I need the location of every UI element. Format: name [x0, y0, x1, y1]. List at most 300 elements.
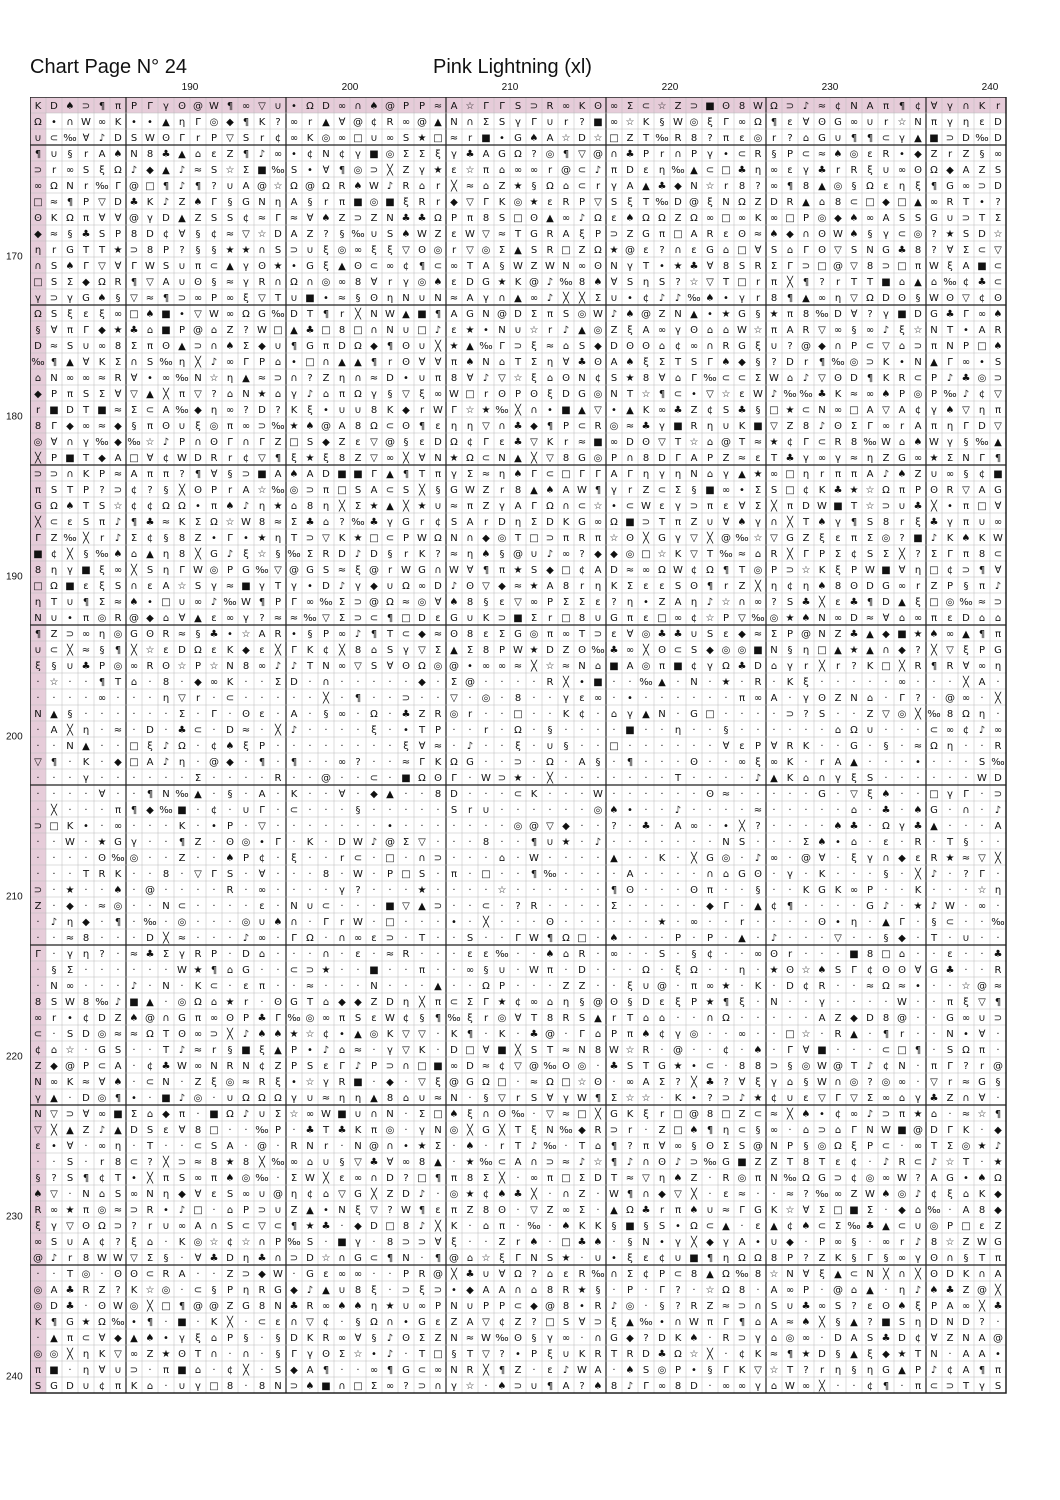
svg-text:Γ: Γ — [499, 341, 505, 352]
svg-text:Ω: Ω — [754, 1253, 762, 1264]
svg-text:∪: ∪ — [322, 1157, 330, 1168]
svg-text:·: · — [180, 1253, 184, 1264]
svg-text:∀: ∀ — [930, 1333, 938, 1344]
svg-text:·: · — [580, 741, 584, 752]
svg-text:▲: ▲ — [802, 197, 810, 208]
svg-text:N: N — [434, 1125, 442, 1136]
svg-text:γ: γ — [627, 261, 633, 272]
svg-text:ε: ε — [947, 613, 953, 624]
svg-text:G: G — [514, 629, 522, 640]
svg-text:·: · — [116, 949, 120, 960]
svg-text:·: · — [980, 693, 984, 704]
svg-text:∪: ∪ — [258, 1109, 266, 1120]
svg-text:§: § — [35, 325, 41, 336]
svg-text:A: A — [162, 405, 170, 416]
svg-text:π: π — [418, 965, 426, 976]
svg-text:╳: ╳ — [194, 357, 202, 368]
svg-text:▽: ▽ — [274, 565, 282, 576]
svg-text:¢: ¢ — [690, 613, 698, 624]
svg-text:♣: ♣ — [289, 1301, 299, 1312]
svg-text:·: · — [164, 965, 168, 976]
svg-text:◆: ◆ — [114, 1333, 122, 1344]
svg-text:♠: ♠ — [225, 853, 235, 864]
svg-text:▲: ▲ — [146, 997, 154, 1008]
svg-text:@: @ — [977, 1285, 987, 1296]
svg-text:Z: Z — [834, 629, 842, 640]
svg-text:·: · — [116, 933, 120, 944]
svg-text:K: K — [578, 1221, 586, 1232]
svg-text:∪: ∪ — [178, 421, 186, 432]
svg-text:P: P — [962, 341, 970, 352]
svg-text:8: 8 — [642, 373, 650, 384]
svg-text:·: · — [164, 917, 168, 928]
svg-text:R: R — [546, 229, 554, 240]
svg-text:·: · — [164, 1317, 168, 1328]
svg-text:▲: ▲ — [386, 789, 394, 800]
svg-text:≈: ≈ — [753, 229, 763, 240]
svg-text:8: 8 — [882, 1013, 890, 1024]
svg-text:Σ: Σ — [66, 277, 74, 288]
svg-text:§: § — [67, 229, 73, 240]
svg-text:⌂: ⌂ — [802, 1125, 810, 1136]
svg-text:Z: Z — [674, 213, 682, 224]
svg-text:·: · — [148, 821, 152, 832]
svg-text:Ω: Ω — [466, 453, 474, 464]
svg-text:•: • — [403, 373, 409, 384]
svg-text:·: · — [660, 741, 664, 752]
svg-text:S: S — [898, 213, 906, 224]
svg-text:ʘ: ʘ — [530, 389, 538, 400]
svg-text:Ω: Ω — [706, 565, 714, 576]
svg-text:T: T — [946, 837, 954, 848]
svg-text:⊂: ⊂ — [913, 1157, 923, 1168]
svg-text:⊃: ⊃ — [129, 1205, 139, 1216]
svg-text:≈: ≈ — [961, 1077, 971, 1088]
svg-text:R: R — [594, 1301, 602, 1312]
svg-text:D: D — [114, 133, 122, 144]
svg-text:ε: ε — [659, 581, 665, 592]
svg-text:¢: ¢ — [738, 1349, 746, 1360]
svg-text:≈: ≈ — [513, 581, 523, 592]
svg-text:Ω: Ω — [194, 997, 202, 1008]
svg-text:π: π — [834, 469, 842, 480]
svg-text:Σ: Σ — [754, 373, 762, 384]
svg-text:□: □ — [513, 709, 523, 720]
svg-text:Σ: Σ — [802, 837, 810, 848]
svg-text:Z: Z — [114, 1013, 122, 1024]
svg-text:♠: ♠ — [721, 357, 731, 368]
svg-text:□: □ — [385, 917, 395, 928]
svg-text:☆: ☆ — [689, 1349, 699, 1360]
svg-text:‰: ‰ — [111, 853, 125, 864]
svg-text:•: • — [323, 405, 329, 416]
svg-text:∪: ∪ — [354, 405, 362, 416]
svg-text:η: η — [898, 181, 906, 192]
svg-text:K: K — [674, 1333, 682, 1344]
svg-text:8: 8 — [466, 597, 474, 608]
svg-text:R: R — [34, 1205, 42, 1216]
svg-text:⊃: ⊃ — [305, 533, 315, 544]
svg-text:P: P — [402, 533, 410, 544]
svg-text:¢: ¢ — [402, 261, 410, 272]
svg-text:8: 8 — [914, 245, 922, 256]
svg-text:·: · — [244, 1141, 248, 1152]
svg-text:K: K — [882, 357, 890, 368]
svg-text:@: @ — [753, 1141, 763, 1152]
svg-text:∩: ∩ — [322, 677, 330, 688]
row-label-240: 240 — [6, 1371, 23, 1383]
svg-text:☆: ☆ — [897, 117, 907, 128]
svg-text:♣: ♣ — [65, 1285, 75, 1296]
svg-text:≈: ≈ — [849, 389, 859, 400]
svg-text:▽: ▽ — [514, 597, 522, 608]
svg-text:T: T — [610, 1173, 618, 1184]
svg-text:ʘ: ʘ — [706, 1141, 714, 1152]
svg-text:⊂: ⊂ — [705, 1221, 715, 1232]
svg-text:Z: Z — [274, 437, 282, 448]
svg-text:∀: ∀ — [818, 853, 826, 864]
svg-text:¢: ¢ — [226, 1237, 234, 1248]
svg-text:ξ: ξ — [915, 1301, 921, 1312]
svg-text:r: r — [627, 485, 633, 496]
svg-text:⊂: ⊂ — [193, 1141, 203, 1152]
svg-text:R: R — [850, 165, 858, 176]
svg-text:·: · — [340, 869, 344, 880]
svg-text:╳: ╳ — [498, 1173, 506, 1184]
svg-text:§: § — [771, 149, 777, 160]
svg-text:·: · — [52, 949, 56, 960]
svg-text:‰: ‰ — [271, 309, 285, 320]
svg-text:♪: ♪ — [338, 581, 346, 592]
svg-text:?: ? — [579, 1381, 585, 1392]
svg-text:·: · — [916, 773, 920, 784]
svg-text:A: A — [98, 149, 106, 160]
svg-text:Γ: Γ — [691, 373, 697, 384]
svg-text:·: · — [612, 965, 616, 976]
svg-text:W: W — [81, 117, 91, 128]
svg-text:Σ: Σ — [754, 501, 762, 512]
svg-text:★: ★ — [497, 277, 507, 288]
svg-text:ξ: ξ — [547, 389, 553, 400]
svg-text:R: R — [466, 1365, 474, 1376]
svg-text:N: N — [610, 261, 618, 272]
svg-text:∞: ∞ — [353, 1173, 363, 1184]
svg-text:▲: ▲ — [930, 357, 938, 368]
svg-text:□: □ — [209, 1125, 219, 1136]
svg-text:¶: ¶ — [130, 517, 138, 528]
svg-text:‰: ‰ — [719, 549, 733, 560]
svg-text:Ω: Ω — [930, 741, 938, 752]
svg-text:ʘ: ʘ — [994, 293, 1002, 304]
svg-text:W: W — [817, 1061, 827, 1072]
svg-text:♣: ♣ — [609, 1061, 619, 1072]
svg-text:■: ■ — [897, 629, 907, 640]
svg-text:π: π — [626, 613, 634, 624]
svg-text:ε: ε — [643, 613, 649, 624]
svg-text:P: P — [434, 725, 442, 736]
svg-text:∞: ∞ — [993, 149, 1003, 160]
svg-text:π: π — [498, 1221, 506, 1232]
svg-text:∞: ∞ — [225, 293, 235, 304]
svg-text:·: · — [164, 853, 168, 864]
svg-text:·: · — [948, 1349, 952, 1360]
svg-text:□: □ — [353, 133, 363, 144]
svg-text:η: η — [706, 421, 714, 432]
svg-text:S: S — [770, 485, 778, 496]
svg-text:▲: ▲ — [178, 341, 186, 352]
svg-text:⊃: ⊃ — [49, 293, 59, 304]
svg-text:η: η — [722, 1253, 730, 1264]
svg-text:·: · — [900, 1141, 904, 1152]
svg-text:◆: ◆ — [402, 405, 410, 416]
svg-text:A: A — [578, 757, 586, 768]
svg-text:¶: ¶ — [194, 181, 202, 192]
svg-text:♪: ♪ — [706, 597, 714, 608]
svg-text:π: π — [210, 1173, 218, 1184]
svg-text:∩: ∩ — [706, 1013, 714, 1024]
svg-text:•: • — [179, 309, 185, 320]
svg-text:·: · — [788, 853, 792, 864]
svg-text:η: η — [642, 277, 650, 288]
svg-text:r: r — [387, 565, 393, 576]
svg-text:ʘ: ʘ — [226, 837, 234, 848]
svg-text:S: S — [866, 517, 874, 528]
svg-text:≈: ≈ — [721, 789, 731, 800]
svg-text:★: ★ — [657, 917, 667, 928]
svg-text:G: G — [882, 581, 890, 592]
svg-text:8: 8 — [434, 789, 442, 800]
svg-text:¶: ¶ — [162, 181, 170, 192]
svg-text:·: · — [724, 757, 728, 768]
svg-text:♪: ♪ — [674, 805, 682, 816]
svg-text:D: D — [690, 1381, 698, 1392]
svg-text:P: P — [178, 437, 186, 448]
svg-text:≈: ≈ — [481, 469, 491, 480]
svg-text:·: · — [692, 773, 696, 784]
svg-text:⊃: ⊃ — [209, 1029, 219, 1040]
svg-text:r: r — [659, 149, 665, 160]
svg-text:∞: ∞ — [865, 213, 875, 224]
svg-text:·: · — [916, 1029, 920, 1040]
svg-text:·: · — [836, 677, 840, 688]
svg-text:S: S — [290, 165, 298, 176]
svg-text:·: · — [964, 917, 968, 928]
svg-text:·: · — [420, 981, 424, 992]
svg-text:Σ: Σ — [178, 709, 186, 720]
svg-text:▽: ▽ — [370, 437, 378, 448]
svg-text:‰: ‰ — [543, 869, 557, 880]
svg-text:♣: ♣ — [305, 325, 315, 336]
svg-text:☆: ☆ — [529, 325, 539, 336]
svg-text:‰: ‰ — [287, 549, 301, 560]
svg-text:·: · — [436, 949, 440, 960]
svg-text:γ: γ — [915, 1093, 921, 1104]
svg-text:∞: ∞ — [65, 165, 75, 176]
svg-text:·: · — [180, 869, 184, 880]
svg-text:♪: ♪ — [178, 1045, 186, 1056]
svg-text:8: 8 — [562, 1301, 570, 1312]
svg-text:·: · — [628, 853, 632, 864]
svg-text:¢: ¢ — [658, 1029, 666, 1040]
svg-text:π: π — [722, 133, 730, 144]
svg-text:S: S — [50, 277, 58, 288]
svg-text:@: @ — [465, 677, 475, 688]
svg-text:♪: ♪ — [930, 1157, 938, 1168]
svg-text:T: T — [738, 565, 746, 576]
svg-text:·: · — [500, 709, 504, 720]
svg-text:ξ: ξ — [675, 965, 681, 976]
svg-text:S: S — [66, 1157, 74, 1168]
svg-text:N: N — [450, 1333, 458, 1344]
svg-text:·: · — [404, 885, 408, 896]
svg-text:·: · — [500, 725, 504, 736]
svg-text:♠: ♠ — [321, 213, 331, 224]
svg-text:□: □ — [561, 613, 571, 624]
svg-text:P: P — [498, 645, 506, 656]
svg-text:P: P — [50, 453, 58, 464]
svg-text:⊃: ⊃ — [369, 165, 379, 176]
svg-text:♪: ♪ — [674, 293, 682, 304]
svg-text:¢: ¢ — [146, 501, 154, 512]
svg-text:·: · — [452, 981, 456, 992]
svg-text:▽: ▽ — [306, 1317, 314, 1328]
svg-text:⊂: ⊂ — [193, 725, 203, 736]
svg-text:■: ■ — [481, 133, 491, 144]
svg-text:¶: ¶ — [866, 133, 874, 144]
svg-text:π: π — [322, 341, 330, 352]
svg-text:ξ: ξ — [515, 741, 521, 752]
svg-text:Σ: Σ — [962, 245, 970, 256]
svg-text:·: · — [580, 853, 584, 864]
svg-text:∞: ∞ — [657, 405, 667, 416]
svg-text:π: π — [258, 981, 266, 992]
svg-text:⊂: ⊂ — [641, 101, 651, 112]
svg-text:·: · — [644, 933, 648, 944]
svg-text:§: § — [387, 389, 393, 400]
svg-text:▽: ▽ — [962, 293, 970, 304]
svg-text:·: · — [724, 709, 728, 720]
svg-text:·: · — [980, 1125, 984, 1136]
svg-text:□: □ — [769, 405, 779, 416]
svg-text:■: ■ — [353, 1077, 363, 1088]
svg-text:♣: ♣ — [993, 1301, 1003, 1312]
svg-text:·: · — [644, 805, 648, 816]
svg-text:D: D — [674, 197, 682, 208]
svg-text:☆: ☆ — [353, 1349, 363, 1360]
svg-text:Ω: Ω — [546, 181, 554, 192]
svg-text:γ: γ — [355, 581, 361, 592]
svg-text:≈: ≈ — [433, 741, 443, 752]
svg-text:·: · — [276, 741, 280, 752]
svg-text:§: § — [547, 725, 553, 736]
svg-text:♠: ♠ — [625, 1365, 635, 1376]
svg-text:ξ: ξ — [867, 1349, 873, 1360]
svg-text:∩: ∩ — [210, 341, 218, 352]
svg-text:≈: ≈ — [369, 373, 379, 384]
svg-text:r: r — [483, 1013, 489, 1024]
svg-text:·: · — [996, 1317, 1000, 1328]
svg-text:η: η — [82, 1349, 90, 1360]
svg-text:Ω: Ω — [274, 1093, 282, 1104]
svg-text:r: r — [595, 181, 601, 192]
svg-text:⌂: ⌂ — [402, 1093, 410, 1104]
svg-text:Ω: Ω — [514, 1269, 522, 1280]
svg-text:ξ: ξ — [867, 165, 873, 176]
svg-text:W: W — [977, 773, 987, 784]
svg-text:¶: ¶ — [146, 1317, 154, 1328]
svg-text:♠: ♠ — [817, 517, 827, 528]
svg-text:·: · — [660, 1093, 664, 1104]
svg-text:∞: ∞ — [369, 1365, 379, 1376]
svg-text:★: ★ — [289, 1029, 299, 1040]
svg-text:S: S — [114, 1045, 122, 1056]
svg-text:☆: ☆ — [225, 517, 235, 528]
svg-text:·: · — [340, 725, 344, 736]
svg-text:■: ■ — [369, 149, 379, 160]
svg-text:Σ: Σ — [306, 549, 314, 560]
svg-text:Z: Z — [690, 1173, 698, 1184]
svg-text:D: D — [434, 437, 442, 448]
svg-text:D: D — [610, 341, 618, 352]
svg-text:K: K — [98, 1349, 106, 1360]
svg-text:♠: ♠ — [593, 1381, 603, 1392]
svg-text:S: S — [114, 581, 122, 592]
svg-text:?: ? — [787, 341, 793, 352]
svg-text:8: 8 — [322, 869, 330, 880]
svg-text:W: W — [577, 485, 587, 496]
svg-text:∪: ∪ — [226, 181, 234, 192]
svg-text:∞: ∞ — [401, 1157, 411, 1168]
svg-text:≈: ≈ — [113, 469, 123, 480]
svg-text:·: · — [708, 725, 712, 736]
svg-text:γ: γ — [259, 581, 265, 592]
svg-text:♣: ♣ — [641, 421, 651, 432]
svg-text:·: · — [148, 709, 152, 720]
svg-text:∀: ∀ — [98, 1333, 106, 1344]
svg-text:D: D — [466, 1061, 474, 1072]
svg-text:∩: ∩ — [610, 149, 618, 160]
svg-text:▽: ▽ — [770, 533, 778, 544]
svg-text:·: · — [356, 789, 360, 800]
svg-text:S: S — [706, 629, 714, 640]
svg-text:∩: ∩ — [402, 1061, 410, 1072]
svg-text:◆: ◆ — [98, 453, 106, 464]
svg-text:γ: γ — [563, 693, 569, 704]
svg-text:·: · — [724, 949, 728, 960]
svg-text:G: G — [482, 277, 490, 288]
svg-text:•: • — [755, 1237, 761, 1248]
svg-text:A: A — [994, 821, 1002, 832]
svg-text:Σ: Σ — [722, 1141, 730, 1152]
svg-text:∀: ∀ — [210, 469, 218, 480]
svg-text:r: r — [99, 533, 105, 544]
svg-text:N: N — [866, 245, 874, 256]
svg-text:☆: ☆ — [577, 1077, 587, 1088]
svg-text:·: · — [212, 853, 216, 864]
svg-text:☆: ☆ — [545, 661, 555, 672]
svg-text:·: · — [84, 853, 88, 864]
svg-text:≈: ≈ — [721, 1205, 731, 1216]
svg-text:·: · — [964, 965, 968, 976]
svg-text:▽: ▽ — [338, 1189, 346, 1200]
svg-text:@: @ — [593, 997, 603, 1008]
svg-text:‰: ‰ — [639, 1317, 653, 1328]
svg-text:≈: ≈ — [465, 181, 475, 192]
svg-text:¶: ¶ — [738, 1317, 746, 1328]
svg-text:☆: ☆ — [113, 501, 123, 512]
svg-text:≈: ≈ — [769, 1349, 779, 1360]
svg-text:¢: ¢ — [34, 1045, 42, 1056]
